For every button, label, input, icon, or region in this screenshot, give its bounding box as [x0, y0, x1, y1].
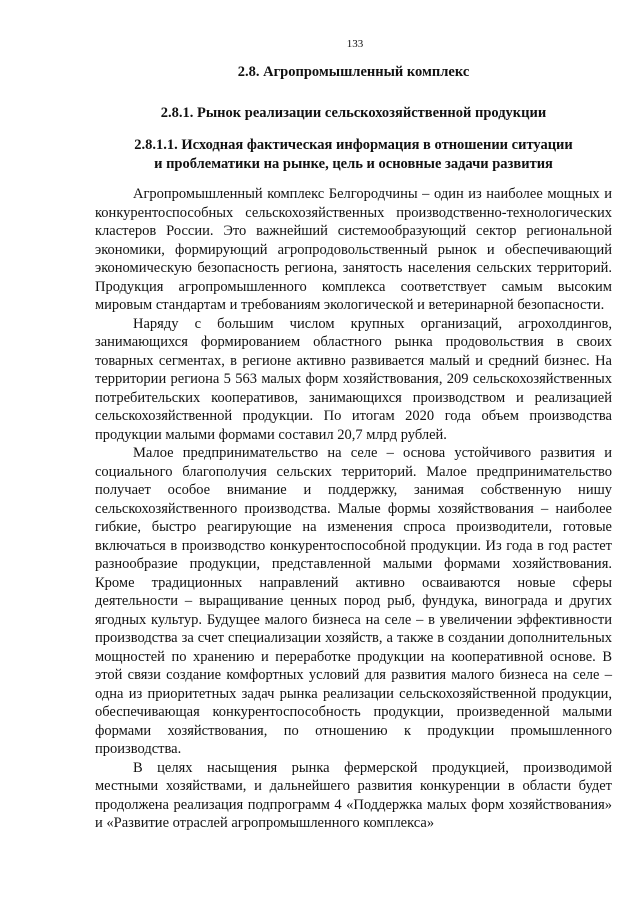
page-number: 133 [346, 38, 364, 50]
subsubsection-heading [95, 136, 612, 174]
paragraph: Наряду с большим числом крупных организаций, агрохолдингов, занимающихся формированием областного рынка продовольствия в своих товарных сегментах, в регионе активно развивается малый и средний бизнес. На территории региона 5 563 малых форм хозяйствования, 209 сельскохозяйственных потребительских кооперативов, занимающихся производством и реализацией сельскохозяйственной продукции. По итогам 2020 года объем производства продукции малыми формами составил 20,7 млрд рублей. [95, 315, 612, 443]
subsection-heading: 2.8.1. Рынок реализации сельскохозяйственной продукции [160, 105, 547, 121]
paragraph: Малое предпринимательство на селе – основа устойчивого развития и социального благополучия сельских территорий. Малое предпринимательство получает особое внимание и поддержку, занимая собственную нишу сельскохозяйственного производства. Малые формы хозяйствования – наиболее гибкие, быстро реагирующие на изменения спроса производители, готовые включаться в производство конкурентоспособной продукции. Из года в год растет разнообразие продукции, представленной малыми формами хозяйствования. Кроме традиционных направлений активно осваиваются новые сферы деятельности – выращивание ценных пород рыб, фундука, винограда и других ягодных культур. Будущее малого бизнеса на селе – в увеличении эффективности производства за счет специализации хозяйств, а также в создании дополнительных мощностей по хранению и переработке продукции на кооперативной основе. В этой связи создание комфортных условий для развития малого бизнеса на селе – одна из приоритетных задач рынка реализации сельскохозяйственной продукции, обеспечивающая конкурентоспособность продукции, произведенной малыми формами хозяйствования, по отношению к продукции промышленного производства. [95, 445, 612, 757]
paragraph: В целях насыщения рынка фермерской продукцией, производимой местными хозяйствами, и дальнейшего развития конкуренции в области будет продолжена реализация подпрограмм 4 «Поддержка малых форм хозяйствования» и «Развитие отраслей агропромышленного комплекса» [95, 759, 612, 831]
subsubsection-heading-line-1: 2.8.1.1. Исходная фактическая информация в отношении ситуации [134, 137, 573, 153]
section-heading: 2.8. Агропромышленный комплекс [237, 64, 470, 80]
subsubsection-heading-line-2: и проблематики на рынке, цель и основные задачи развития [154, 156, 553, 172]
paragraph: Агропромышленный комплекс Белгородчины – один из наиболее мощных и конкурентоспособных сельскохозяйственных производственно-технологических кластеров России. Это важнейший системообразующий сектор региональной экономики, формирующий агропродовольственный рынок и обеспечивающий экономическую безопасность региона, занятость населения сельских территорий. Продукция агропромышленного комплекса соответствует самым высоким мировым стандартам и требованиям экологической и ветеринарной безопасности. [95, 186, 612, 313]
body-text [95, 185, 612, 833]
